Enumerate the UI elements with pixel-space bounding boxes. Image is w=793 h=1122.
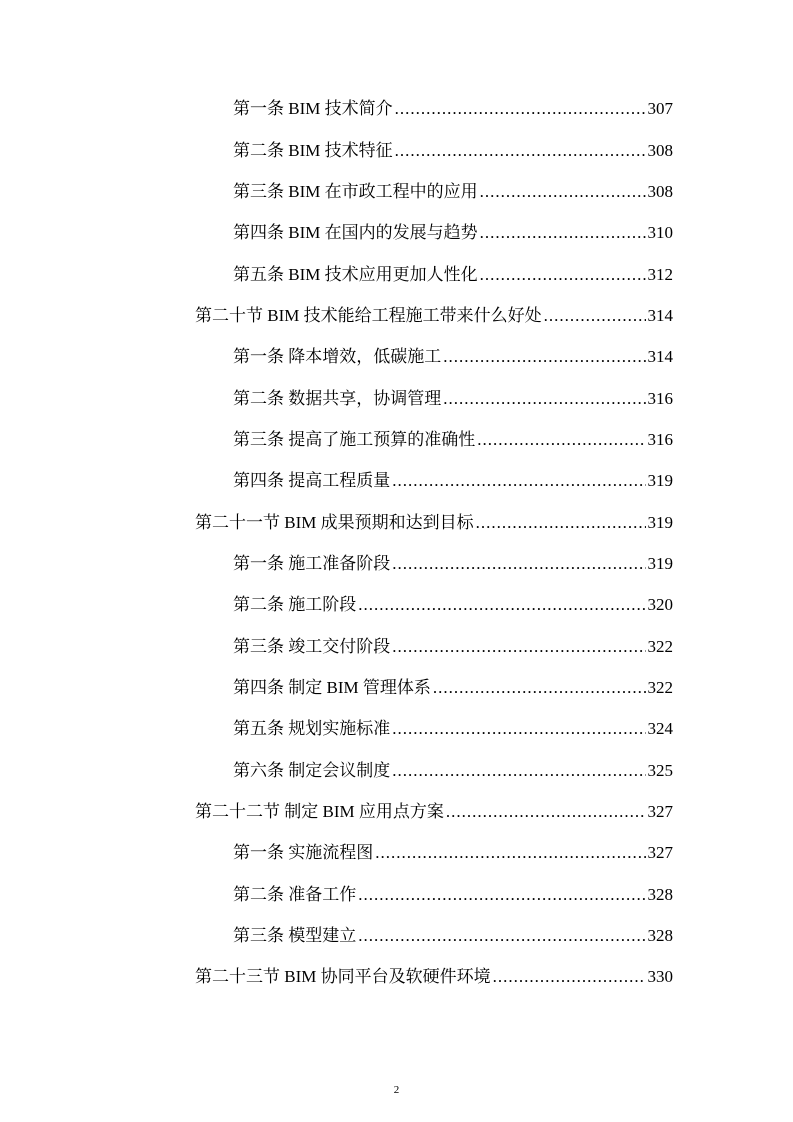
toc-entry-page-number: 312: [647, 264, 673, 284]
toc-entry-title: 第一条 BIM 技术简介: [233, 99, 393, 119]
toc-entry-title: 第二条 BIM 技术特征: [233, 140, 393, 160]
toc-section-entry[interactable]: [0, 791, 793, 832]
toc-article-entry[interactable]: [0, 88, 793, 129]
toc-dot-leader: [480, 183, 646, 200]
toc-entry-title: 第四条 制定 BIM 管理体系: [233, 677, 431, 697]
toc-dot-leader: [395, 100, 646, 117]
toc-entry-page-number: 330: [647, 967, 673, 987]
toc-article-entry[interactable]: [0, 253, 793, 294]
toc-article-entry[interactable]: [0, 625, 793, 666]
toc-entry-title: 第六条 制定会议制度: [233, 760, 391, 780]
toc-entry-page-number: 320: [647, 595, 673, 615]
toc-entry-page-number: 325: [647, 760, 673, 780]
toc-article-entry[interactable]: [0, 584, 793, 625]
toc-entry-page-number: 314: [647, 305, 673, 325]
toc-dot-leader: [443, 390, 645, 407]
toc-entry-title: 第五条 BIM 技术应用更加人性化: [233, 264, 478, 284]
toc-dot-leader: [433, 679, 646, 696]
toc-entry-page-number: 324: [647, 719, 673, 739]
toc-dot-leader: [480, 224, 646, 241]
toc-dot-leader: [358, 886, 645, 903]
toc-entry-page-number: 322: [647, 636, 673, 656]
toc-dot-leader: [358, 927, 645, 944]
toc-entry-page-number: 328: [647, 926, 673, 946]
toc-dot-leader: [395, 142, 646, 159]
toc-entry-page-number: 319: [647, 471, 673, 491]
toc-entry-page-number: 314: [647, 347, 673, 367]
toc-dot-leader: [446, 803, 646, 820]
toc-entry-page-number: 327: [647, 802, 673, 822]
toc-entry-title: 第二十三节 BIM 协同平台及软硬件环境: [195, 967, 491, 987]
page-number: 2: [393, 1084, 400, 1096]
toc-dot-leader: [544, 307, 646, 324]
toc-dot-leader: [375, 844, 645, 861]
toc-dot-leader: [476, 514, 646, 531]
toc-entry-page-number: 322: [647, 677, 673, 697]
toc-entry-title: 第三条 竣工交付阶段: [233, 636, 391, 656]
toc-dot-leader: [392, 762, 645, 779]
toc-entry-page-number: 328: [647, 884, 673, 904]
toc-section-entry[interactable]: [0, 295, 793, 336]
toc-entry-page-number: 319: [647, 553, 673, 573]
toc-dot-leader: [358, 596, 645, 613]
toc-entry-page-number: 316: [647, 388, 673, 408]
toc-entry-page-number: 308: [647, 140, 673, 160]
toc-entry-title: 第五条 规划实施标准: [233, 719, 391, 739]
toc-article-entry[interactable]: [0, 915, 793, 956]
toc-entry-page-number: 308: [647, 181, 673, 201]
toc-entry-title: 第二十一节 BIM 成果预期和达到目标: [195, 512, 474, 532]
toc-article-entry[interactable]: [0, 171, 793, 212]
toc-article-entry[interactable]: [0, 212, 793, 253]
toc-article-entry[interactable]: [0, 708, 793, 749]
toc-article-entry[interactable]: [0, 667, 793, 708]
toc-article-entry[interactable]: [0, 419, 793, 460]
toc-article-entry[interactable]: [0, 460, 793, 501]
toc-entry-page-number: 316: [647, 429, 673, 449]
toc-entry-title: 第三条 提高了施工预算的准确性: [233, 429, 476, 449]
toc-dot-leader: [493, 968, 646, 985]
toc-dot-leader: [392, 720, 645, 737]
toc-entry-title: 第二条 施工阶段: [233, 595, 357, 615]
table-of-contents: [0, 88, 793, 998]
toc-entry-page-number: 307: [647, 99, 673, 119]
toc-entry-title: 第一条 施工准备阶段: [233, 553, 391, 573]
toc-dot-leader: [392, 472, 645, 489]
toc-entry-page-number: 327: [647, 843, 673, 863]
toc-entry-title: 第四条 BIM 在国内的发展与趋势: [233, 223, 478, 243]
toc-dot-leader: [443, 348, 645, 365]
toc-entry-title: 第三条 BIM 在市政工程中的应用: [233, 181, 478, 201]
toc-entry-title: 第二条 数据共享，协调管理: [233, 388, 442, 408]
toc-section-entry[interactable]: [0, 501, 793, 542]
toc-entry-title: 第四条 提高工程质量: [233, 471, 391, 491]
toc-entry-title: 第二条 准备工作: [233, 884, 357, 904]
toc-dot-leader: [480, 266, 646, 283]
toc-entry-title: 第一条 实施流程图: [233, 843, 374, 863]
toc-entry-title: 第二十节 BIM 技术能给工程施工带来什么好处: [195, 305, 542, 325]
toc-dot-leader: [392, 638, 645, 655]
toc-article-entry[interactable]: [0, 377, 793, 418]
toc-dot-leader: [477, 431, 645, 448]
toc-article-entry[interactable]: [0, 874, 793, 915]
toc-article-entry[interactable]: [0, 750, 793, 791]
toc-article-entry[interactable]: [0, 129, 793, 170]
toc-entry-title: 第三条 模型建立: [233, 926, 357, 946]
toc-dot-leader: [392, 555, 645, 572]
toc-article-entry[interactable]: [0, 543, 793, 584]
toc-entry-page-number: 319: [647, 512, 673, 532]
toc-entry-title: 第二十二节 制定 BIM 应用点方案: [195, 802, 444, 822]
toc-entry-page-number: 310: [647, 223, 673, 243]
toc-article-entry[interactable]: [0, 336, 793, 377]
toc-article-entry[interactable]: [0, 832, 793, 873]
toc-section-entry[interactable]: [0, 956, 793, 997]
toc-entry-title: 第一条 降本增效，低碳施工: [233, 347, 442, 367]
